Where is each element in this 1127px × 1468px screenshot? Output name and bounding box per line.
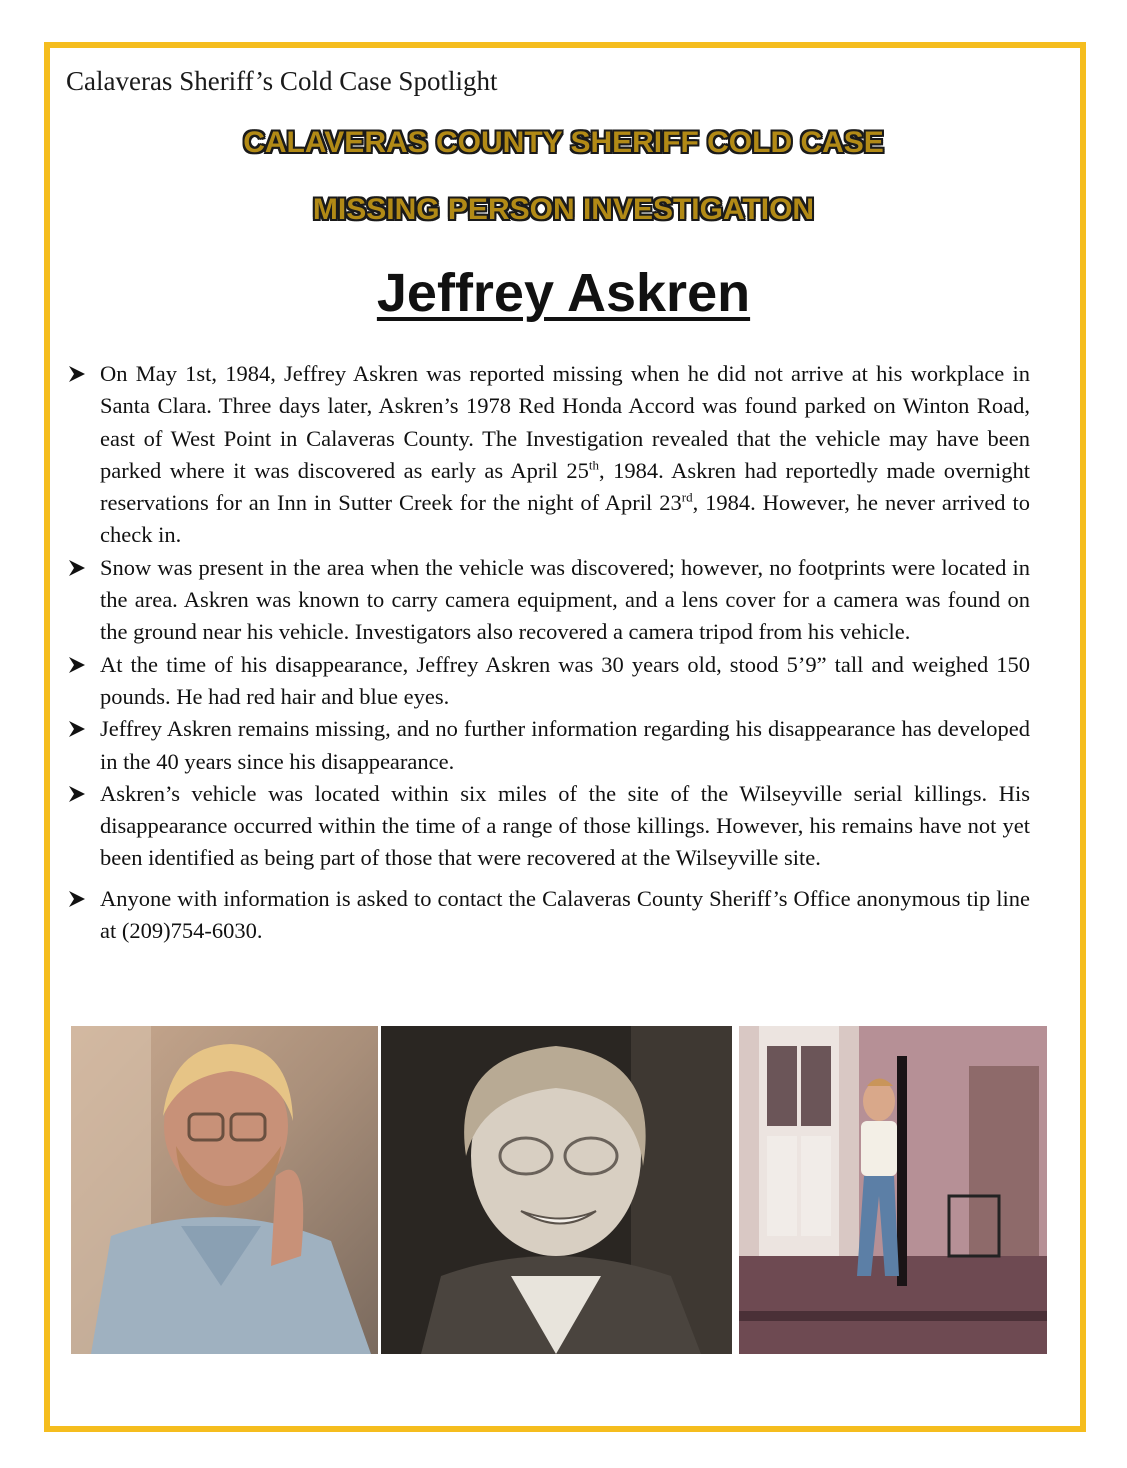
list-item xyxy=(66,649,1030,714)
list-item xyxy=(66,358,1030,552)
photo-askren-street xyxy=(739,1026,1047,1354)
case-details-list xyxy=(66,358,1030,947)
photo-askren-seated xyxy=(71,1026,378,1354)
list-item xyxy=(66,552,1030,649)
arrowhead-bullet-icon xyxy=(68,785,86,803)
bullet-1-sup-1: th xyxy=(588,457,600,473)
bullet-4-text: Jeffrey Askren remains missing, and no further information regarding his disappearance has developed in the 40 years since his disappearance. xyxy=(100,716,1030,774)
bullet-5-text: Askren’s vehicle was located within six miles of the site of the Wilseyville serial killings. His disappearance occurred within the time of a range of those killings. However, his remains have not yet been identified as being part of those that were recovered at the Wilseyville site. xyxy=(100,780,1030,871)
list-item xyxy=(66,883,1030,948)
bullet-3-text: At the time of his disappearance, Jeffrey Askren was 30 years old, stood 5’9” tall and weighed 150 pounds. He had red hair and blue eyes. xyxy=(100,651,1030,709)
arrowhead-bullet-icon xyxy=(68,365,86,383)
list-item xyxy=(66,778,1030,875)
heading-line-1: CALAVERAS COUNTY SHERIFF COLD CASE xyxy=(243,126,884,159)
bullet-1-text-b: , 1984. Askren had reportedly made overnight reservations for an Inn in Sutter Creek for the night of April 23 xyxy=(100,457,1030,516)
person-name: Jeffrey Askren xyxy=(376,263,751,323)
bullet-1-text-c: , 1984. However, he never arrived to check in. xyxy=(100,490,1030,548)
photo-askren-portrait xyxy=(381,1026,732,1354)
list-item xyxy=(66,713,1030,778)
bullet-1-text-a: On May 1st, 1984, Jeffrey Askren was reported missing when he did not arrive at his workplace in Santa Clara. Three days later, Askren’s 1978 Red Honda Accord was found parked on Winton Road, east of West Point in Calaveras County. The Investigation revealed that the vehicle may have been parked where it was discovered as early as April 25 xyxy=(100,361,1030,483)
heading-line-2: MISSING PERSON INVESTIGATION xyxy=(312,193,815,226)
arrowhead-bullet-icon xyxy=(68,656,86,674)
spotlight-title: Calaveras Sheriff’s Cold Case Spotlight xyxy=(66,66,498,96)
arrowhead-bullet-icon xyxy=(68,559,86,577)
bullet-6-text: Anyone with information is asked to contact the Calaveras County Sheriff’s Office anonymous tip line at (209)754-6030. xyxy=(100,885,1030,944)
bullet-1-sup-2: rd xyxy=(681,489,693,505)
arrowhead-bullet-icon xyxy=(68,720,86,738)
arrowhead-bullet-icon xyxy=(68,890,86,908)
bullet-2-text: Snow was present in the area when the vehicle was discovered; however, no footprints were located in the area. Askren was known to carry camera equipment, and a lens cover for a camera was found on the ground near his vehicle. Investigators also recovered a camera tripod from his vehicle. xyxy=(100,554,1030,645)
